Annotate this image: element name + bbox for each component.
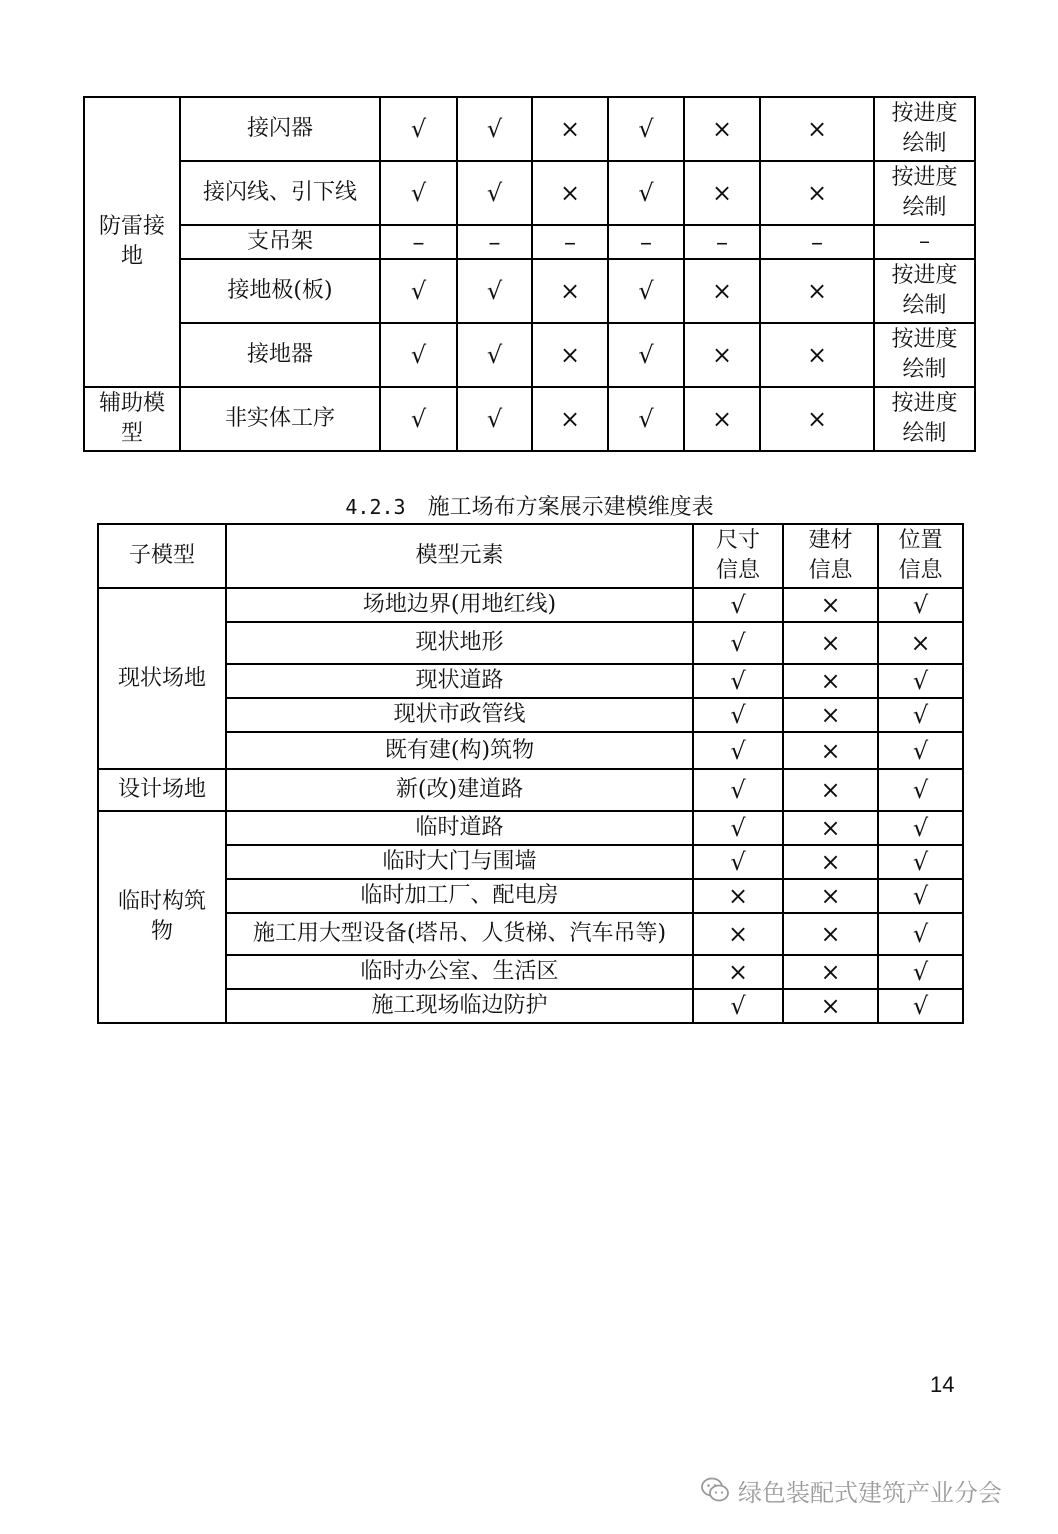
mark-cell: √: [693, 664, 783, 698]
mark-cell: ×: [684, 161, 760, 225]
item-name-cell: 临时道路: [226, 811, 693, 845]
mark-cell: √: [693, 989, 783, 1023]
mark-cell: √: [608, 161, 684, 225]
table-row: [98, 879, 963, 913]
table-row: [98, 955, 963, 989]
mark-cell: ×: [783, 698, 878, 732]
mark-cell: ×: [693, 879, 783, 913]
mark-cell: ×: [532, 97, 608, 161]
watermark: [700, 1470, 1040, 1510]
header-row: [98, 524, 963, 588]
mark-cell: ×: [878, 622, 963, 664]
mark-cell: –: [760, 225, 874, 259]
mark-cell: √: [878, 588, 963, 622]
item-name-cell: 现状地形: [226, 622, 693, 664]
mark-cell: ×: [532, 259, 608, 323]
item-name-cell: 接地器: [180, 323, 380, 387]
mark-cell: √: [878, 732, 963, 769]
caption-number: 4.2.3: [345, 495, 406, 519]
mark-cell: ×: [693, 913, 783, 955]
mark-cell: √: [878, 845, 963, 879]
note-cell: 按进度 绘制: [874, 387, 975, 451]
mark-cell: ×: [783, 664, 878, 698]
table-row: [98, 845, 963, 879]
table-row: [84, 97, 975, 161]
table-row: [98, 622, 963, 664]
item-name-cell: 施工用大型设备(塔吊、人货梯、汽车吊等): [226, 913, 693, 955]
item-name-cell: 非实体工序: [180, 387, 380, 451]
item-name-cell: 接闪器: [180, 97, 380, 161]
table-1: [83, 96, 976, 452]
mark-cell: ×: [783, 845, 878, 879]
mark-cell: ×: [532, 323, 608, 387]
item-name-cell: 新(改)建道路: [226, 769, 693, 811]
mark-cell: √: [457, 97, 532, 161]
table-row: [84, 387, 975, 451]
mark-cell: √: [608, 259, 684, 323]
mark-cell: ×: [783, 811, 878, 845]
mark-cell: –: [532, 225, 608, 259]
item-name-cell: 现状道路: [226, 664, 693, 698]
header-cell: 尺寸 信息: [693, 524, 783, 588]
mark-cell: ×: [760, 387, 874, 451]
header-cell: 建材 信息: [783, 524, 878, 588]
mark-cell: ×: [532, 161, 608, 225]
header-cell: 位置 信息: [878, 524, 963, 588]
table-row: [98, 588, 963, 622]
note-cell: 按进度 绘制: [874, 161, 975, 225]
item-name-cell: 既有建(构)筑物: [226, 732, 693, 769]
mark-cell: –: [608, 225, 684, 259]
table-row: [84, 259, 975, 323]
mark-cell: √: [693, 588, 783, 622]
mark-cell: √: [693, 769, 783, 811]
mark-cell: √: [380, 97, 457, 161]
mark-cell: √: [693, 811, 783, 845]
mark-cell: ×: [760, 259, 874, 323]
mark-cell: √: [380, 259, 457, 323]
mark-cell: ×: [684, 97, 760, 161]
wechat-icon: [700, 1475, 730, 1505]
mark-cell: √: [693, 732, 783, 769]
mark-cell: √: [608, 323, 684, 387]
item-name-cell: 施工现场临边防护: [226, 989, 693, 1023]
mark-cell: √: [878, 879, 963, 913]
mark-cell: ×: [783, 769, 878, 811]
mark-cell: √: [380, 387, 457, 451]
mark-cell: ×: [783, 879, 878, 913]
table-row: [98, 769, 963, 811]
mark-cell: √: [457, 161, 532, 225]
mark-cell: ×: [783, 989, 878, 1023]
table-row: [98, 989, 963, 1023]
table-row: [98, 811, 963, 845]
mark-cell: √: [878, 989, 963, 1023]
mark-cell: √: [693, 622, 783, 664]
header-cell: 子模型: [98, 524, 226, 588]
watermark-text: 绿色装配式建筑产业分会: [738, 1478, 1002, 1507]
table-row: [84, 323, 975, 387]
mark-cell: √: [457, 259, 532, 323]
mark-cell: √: [457, 323, 532, 387]
mark-cell: √: [457, 387, 532, 451]
header-cell: 模型元素: [226, 524, 693, 588]
note-cell: 按进度 绘制: [874, 323, 975, 387]
item-name-cell: 临时加工厂、配电房: [226, 879, 693, 913]
table-2-caption: [97, 492, 962, 523]
item-name-cell: 场地边界(用地红线): [226, 588, 693, 622]
caption-title: 施工场布方案展示建模维度表: [427, 495, 714, 520]
mark-cell: ×: [783, 955, 878, 989]
note-cell: 按进度 绘制: [874, 259, 975, 323]
table-row: [84, 225, 975, 259]
mark-cell: ×: [783, 622, 878, 664]
group-cell: 辅助模型: [84, 387, 180, 451]
note-cell: 按进度 绘制: [874, 97, 975, 161]
group-cell: 现状场地: [98, 588, 226, 769]
item-name-cell: 接地极(板): [180, 259, 380, 323]
mark-cell: √: [693, 845, 783, 879]
group-cell: 防雷接地: [84, 97, 180, 387]
mark-cell: –: [684, 225, 760, 259]
mark-cell: ×: [684, 387, 760, 451]
mark-cell: ×: [783, 732, 878, 769]
mark-cell: √: [878, 664, 963, 698]
mark-cell: √: [608, 97, 684, 161]
group-cell: 设计场地: [98, 769, 226, 811]
mark-cell: ×: [760, 97, 874, 161]
mark-cell: √: [380, 161, 457, 225]
mark-cell: ×: [684, 259, 760, 323]
item-name-cell: 临时办公室、生活区: [226, 955, 693, 989]
mark-cell: ×: [783, 913, 878, 955]
mark-cell: ×: [693, 955, 783, 989]
group-cell: 临时构筑物: [98, 811, 226, 1023]
mark-cell: √: [878, 811, 963, 845]
mark-cell: √: [878, 769, 963, 811]
item-name-cell: 临时大门与围墙: [226, 845, 693, 879]
table-row: [98, 698, 963, 732]
item-name-cell: 接闪线、引下线: [180, 161, 380, 225]
table-2: [97, 523, 964, 1024]
table-row: [98, 664, 963, 698]
mark-cell: ×: [684, 323, 760, 387]
mark-cell: √: [608, 387, 684, 451]
item-name-cell: 支吊架: [180, 225, 380, 259]
mark-cell: √: [878, 913, 963, 955]
note-cell: –: [874, 225, 975, 259]
mark-cell: ×: [532, 387, 608, 451]
item-name-cell: 现状市政管线: [226, 698, 693, 732]
table-row: [98, 913, 963, 955]
mark-cell: –: [380, 225, 457, 259]
page-number: 14: [930, 1372, 955, 1397]
mark-cell: √: [878, 955, 963, 989]
mark-cell: –: [457, 225, 532, 259]
table-row: [84, 161, 975, 225]
mark-cell: √: [693, 698, 783, 732]
mark-cell: √: [380, 323, 457, 387]
mark-cell: ×: [760, 323, 874, 387]
mark-cell: √: [878, 698, 963, 732]
table-row: [98, 732, 963, 769]
mark-cell: ×: [783, 588, 878, 622]
mark-cell: ×: [760, 161, 874, 225]
